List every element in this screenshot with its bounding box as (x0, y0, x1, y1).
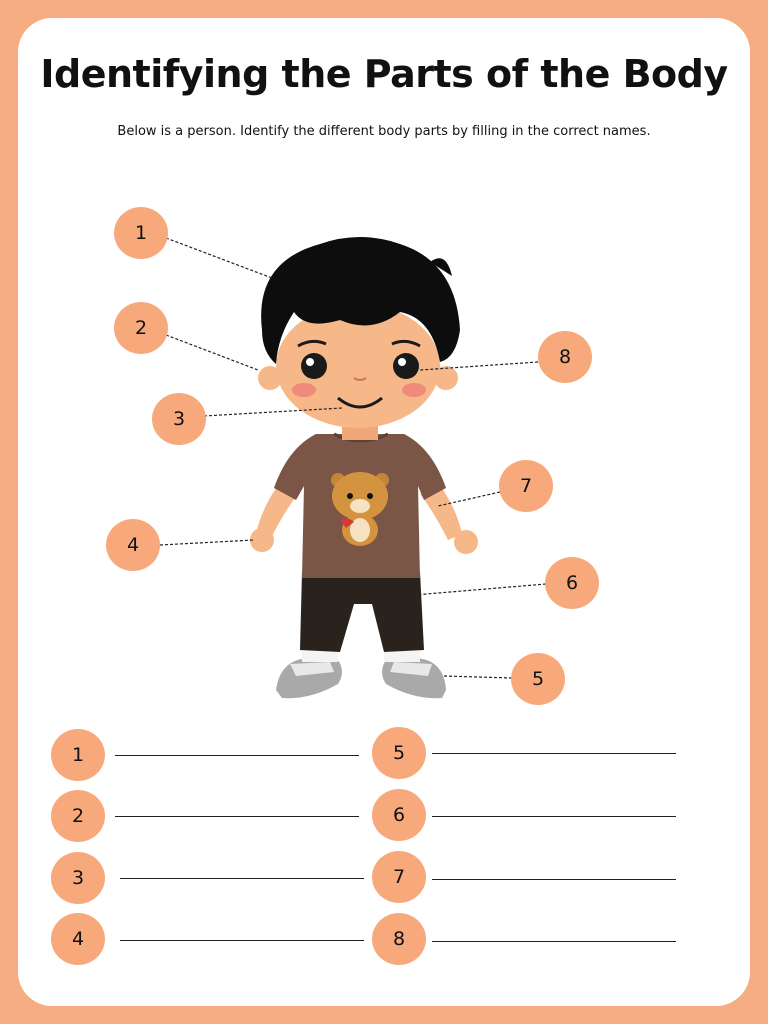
worksheet-title: Identifying the Parts of the Body (40, 52, 728, 96)
diagram-label-6: 6 (545, 557, 599, 609)
answer-number-4: 4 (51, 913, 105, 965)
answer-line-2[interactable] (115, 816, 359, 817)
answer-line-4[interactable] (120, 940, 364, 941)
answer-number-1: 1 (51, 729, 105, 781)
answer-line-8[interactable] (432, 941, 676, 942)
diagram-label-8: 8 (538, 331, 592, 383)
answer-number-3: 3 (51, 852, 105, 904)
answer-line-5[interactable] (432, 753, 676, 754)
worksheet-instructions: Below is a person. Identify the different body parts by filling in the correct names. (117, 124, 651, 139)
answer-number-6: 6 (372, 789, 426, 841)
answer-line-3[interactable] (120, 878, 364, 879)
diagram-label-7: 7 (499, 460, 553, 512)
diagram-label-3: 3 (152, 393, 206, 445)
answer-number-5: 5 (372, 727, 426, 779)
answer-line-1[interactable] (115, 755, 359, 756)
answer-line-6[interactable] (432, 816, 676, 817)
answer-number-7: 7 (372, 851, 426, 903)
answer-number-8: 8 (372, 913, 426, 965)
answer-line-7[interactable] (432, 879, 676, 880)
diagram-label-2: 2 (114, 302, 168, 354)
answer-number-2: 2 (51, 790, 105, 842)
diagram-label-4: 4 (106, 519, 160, 571)
diagram-label-1: 1 (114, 207, 168, 259)
diagram-label-5: 5 (511, 653, 565, 705)
